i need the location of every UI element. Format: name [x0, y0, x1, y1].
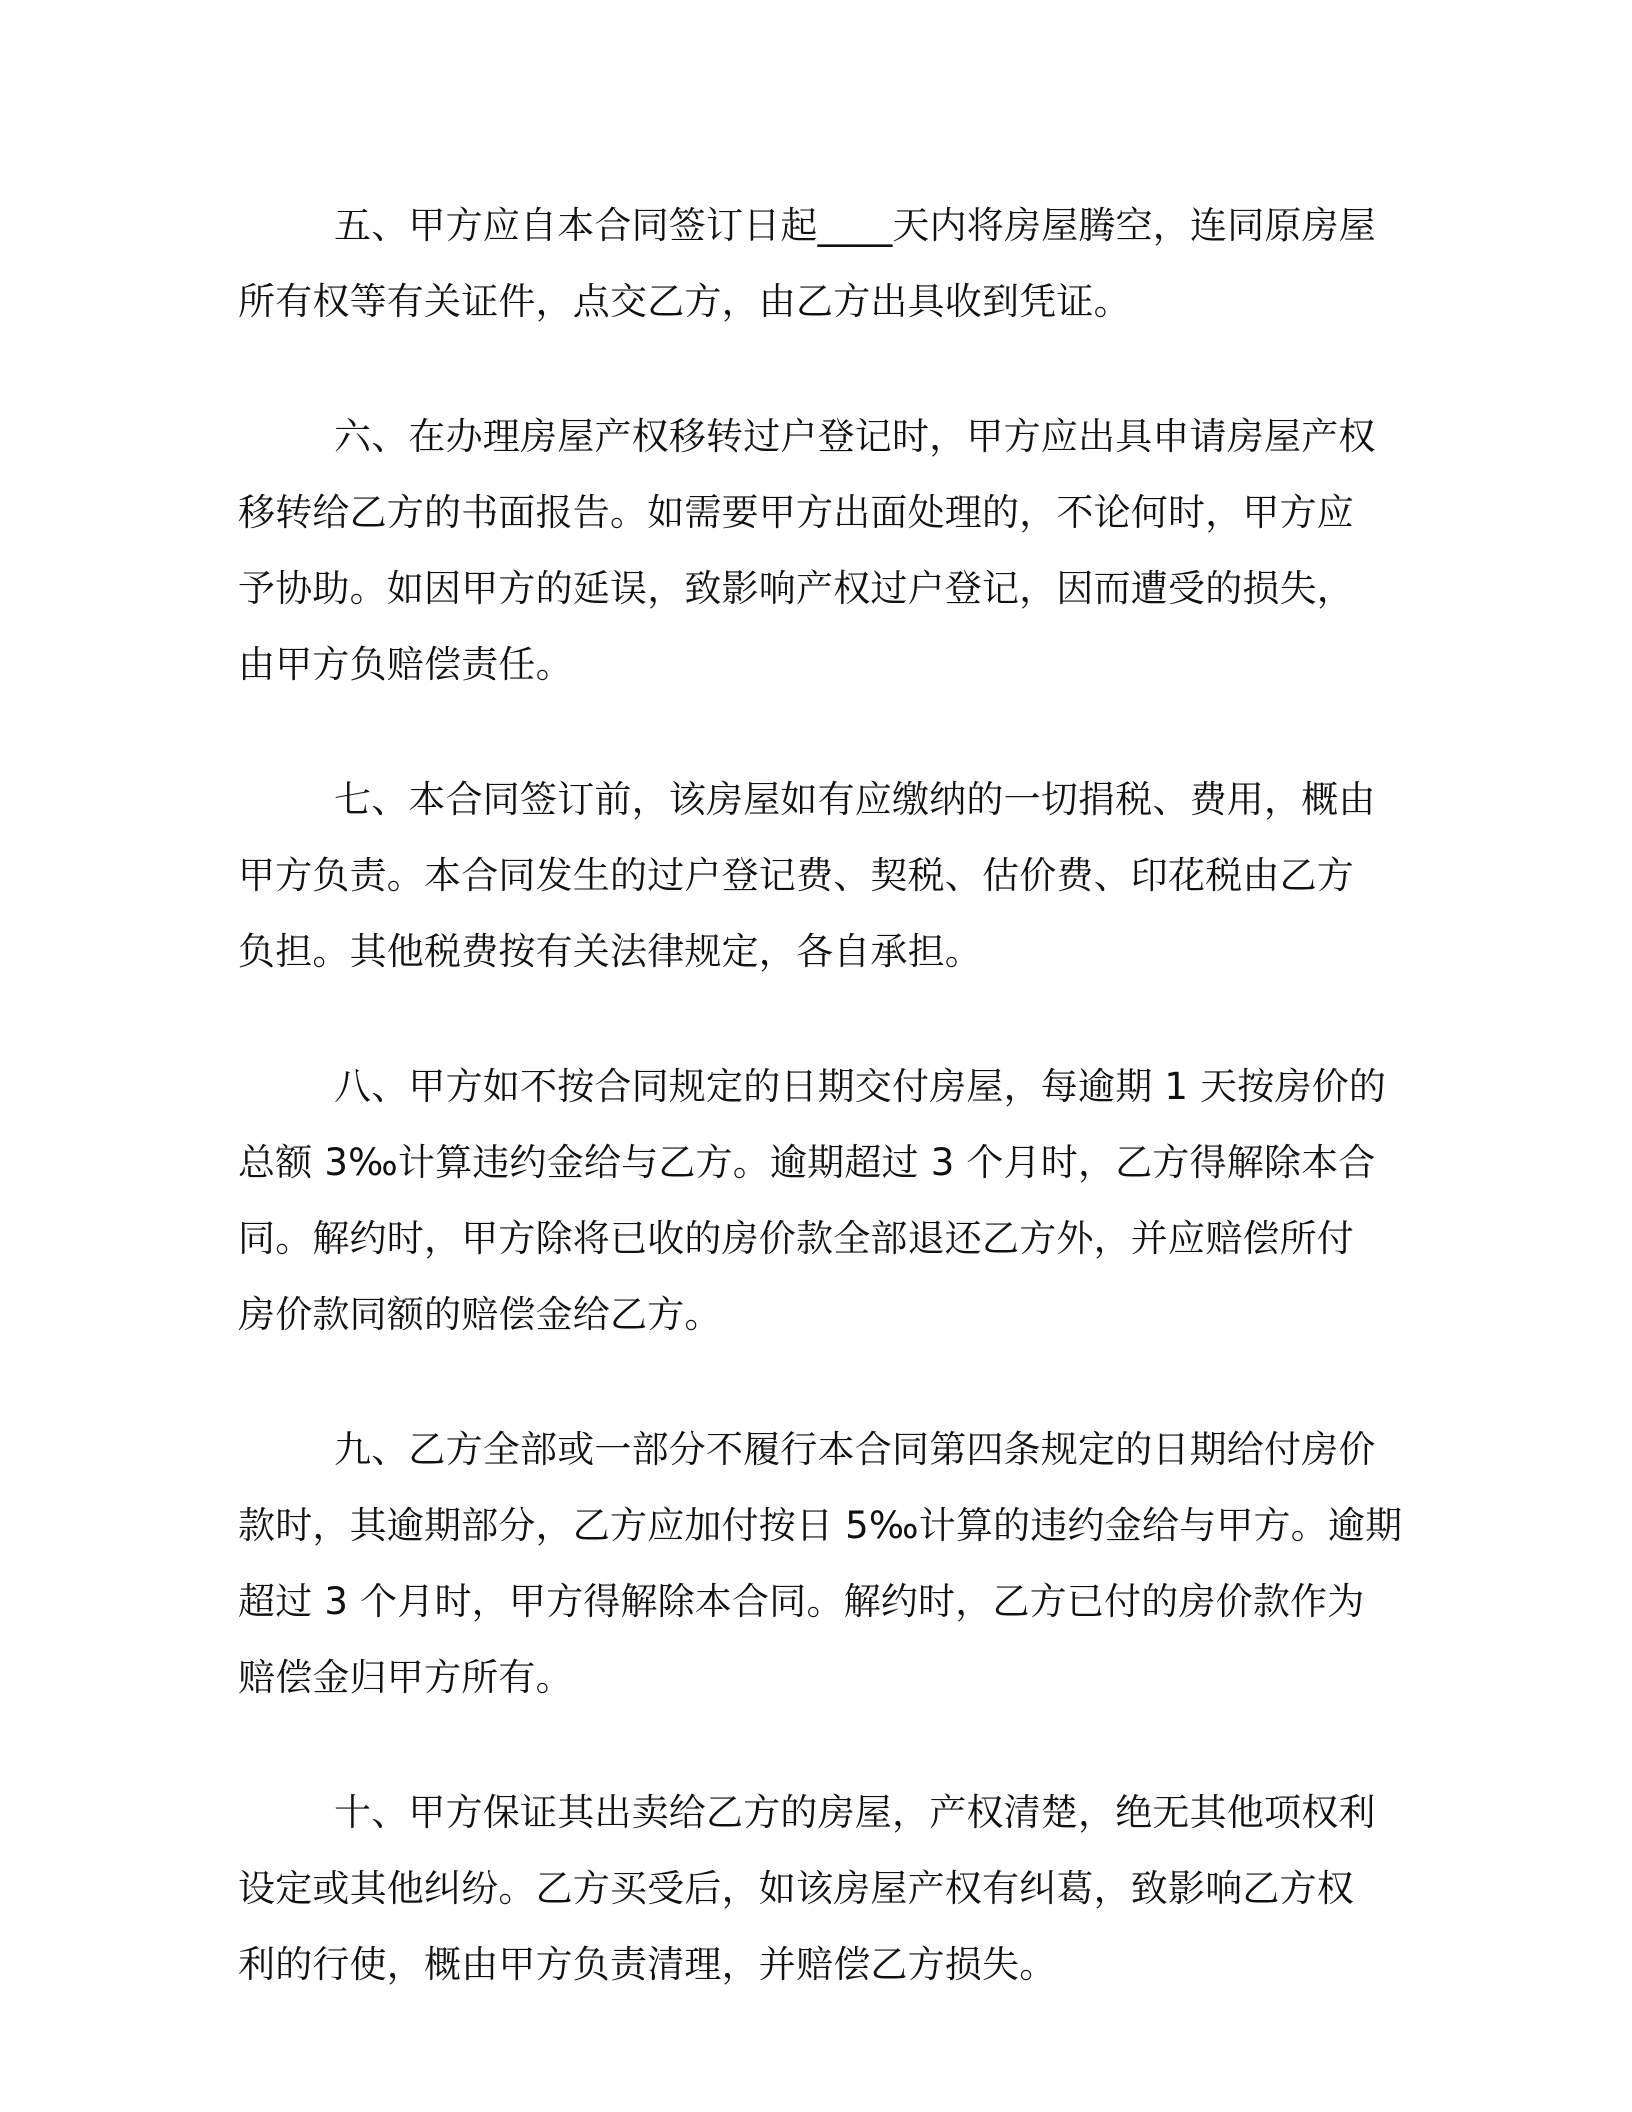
clause-line: 十、甲方保证其出卖给乙方的房屋，产权清楚，绝无其他项权利	[334, 1791, 1376, 1834]
clause-line: 超过 3 个月时，甲方得解除本合同。解约时，乙方已付的房价款作为	[238, 1580, 1365, 1623]
clause-line: 负担。其他税费按有关法律规定，各自承担。	[238, 930, 982, 973]
clause-line: 利的行使，概由甲方负责清理，并赔偿乙方损失。	[238, 1943, 1057, 1986]
clause-line: 款时，其逾期部分，乙方应加付按日 5‰计算的违约金给与甲方。逾期	[238, 1504, 1403, 1547]
clause-line: 予协助。如因甲方的延误，致影响产权过户登记，因而遭受的损失，	[238, 567, 1354, 610]
clause-line: 赔偿金归甲方所有。	[238, 1656, 573, 1699]
clause-line: 总额 3‰计算违约金给与乙方。逾期超过 3 个月时，乙方得解除本合	[238, 1141, 1376, 1184]
clause-line: 七、本合同签订前，该房屋如有应缴纳的一切捐税、费用，概由	[334, 778, 1376, 821]
clause-line: 九、乙方全部或一部分不履行本合同第四条规定的日期给付房价	[334, 1428, 1376, 1471]
clause-line: 五、甲方应自本合同签订日起____天内将房屋腾空，连同原房屋	[334, 204, 1376, 247]
clause-line: 甲方负责。本合同发生的过户登记费、契税、估价费、印花税由乙方	[238, 854, 1354, 897]
clause-5	[238, 188, 1388, 340]
clause-line: 由甲方负赔偿责任。	[238, 643, 573, 686]
clause-10	[238, 1775, 1388, 2003]
clause-line: 移转给乙方的书面报告。如需要甲方出面处理的，不论何时，甲方应	[238, 491, 1354, 534]
clause-6	[238, 399, 1388, 703]
clause-line: 八、甲方如不按合同规定的日期交付房屋，每逾期 1 天按房价的	[334, 1065, 1387, 1108]
clause-9	[238, 1412, 1403, 1716]
clause-line: 所有权等有关证件，点交乙方，由乙方出具收到凭证。	[238, 280, 1131, 323]
clause-8	[238, 1049, 1388, 1353]
clause-line: 六、在办理房屋产权移转过户登记时，甲方应出具申请房屋产权	[334, 415, 1376, 458]
clause-7	[238, 762, 1388, 990]
clause-line: 同。解约时，甲方除将已收的房价款全部退还乙方外，并应赔偿所付	[238, 1217, 1354, 1260]
clause-line: 房价款同额的赔偿金给乙方。	[238, 1293, 722, 1336]
clause-line: 设定或其他纠纷。乙方买受后，如该房屋产权有纠葛，致影响乙方权	[238, 1867, 1354, 1910]
contract-body	[238, 188, 1403, 2062]
